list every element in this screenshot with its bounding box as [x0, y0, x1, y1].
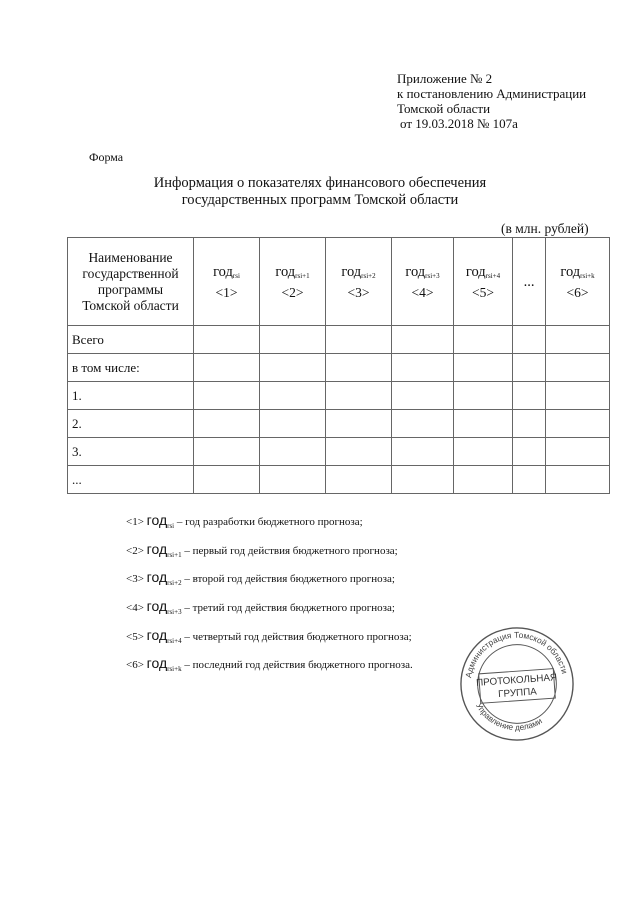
year-column-header — [392, 238, 454, 326]
footnote-year-word: год — [146, 569, 168, 586]
table-cell — [513, 382, 546, 410]
year-word: год — [341, 263, 362, 280]
table-cell — [260, 438, 326, 466]
year-label — [260, 263, 325, 285]
table-cell — [546, 438, 610, 466]
footnote-subscript: rsi+3 — [167, 608, 182, 617]
table-cell — [513, 326, 546, 354]
stamp-ring-text: Администрация Томской области — [463, 629, 570, 679]
table-cell — [546, 382, 610, 410]
header-line: государственной — [82, 265, 179, 281]
table-cell — [392, 354, 454, 382]
appendix-line-2: к постановлению Администрации — [397, 86, 587, 101]
table-row — [68, 326, 610, 354]
table-row — [68, 466, 610, 494]
finance-table — [67, 237, 610, 494]
table-cell — [326, 326, 392, 354]
year-tag: <6> — [566, 284, 589, 300]
year-tag: <3> — [347, 284, 370, 300]
table-cell — [546, 326, 610, 354]
stamp-seal — [458, 625, 576, 743]
program-name-header — [68, 238, 194, 326]
footnote-year-word: год — [146, 626, 168, 643]
footnote-subscript: rsi+4 — [167, 636, 182, 645]
table-cell — [194, 466, 260, 494]
stamp-ring-bottom: Управление делами — [474, 700, 544, 733]
appendix-block — [397, 71, 586, 131]
table-cell — [326, 410, 392, 438]
table-cell — [194, 438, 260, 466]
footnote-tag: <1> — [126, 516, 144, 528]
footnote-text: – год разработки бюджетного прогноза; — [176, 516, 363, 528]
row-label: в том числе: — [68, 354, 194, 382]
year-word: год — [213, 263, 233, 280]
footnote — [126, 624, 413, 653]
table-cell — [260, 326, 326, 354]
table-cell — [326, 438, 392, 466]
table-cell — [454, 382, 513, 410]
document-title — [0, 175, 640, 209]
units-label: (в млн. рублей) — [501, 221, 589, 236]
row-label: 2. — [68, 410, 194, 438]
year-column-header — [513, 238, 546, 326]
footnote-year-word: год — [146, 540, 168, 557]
year-word: год — [405, 263, 426, 280]
year-label — [326, 263, 391, 285]
table-cell — [454, 326, 513, 354]
year-label — [513, 273, 545, 291]
table-cell — [194, 382, 260, 410]
footnote-text: – последний год действия бюджетного прогноза. — [184, 659, 413, 672]
table-cell — [326, 466, 392, 494]
footnote-tag: <4> — [126, 602, 144, 615]
year-column-header — [546, 238, 610, 326]
svg-text:Управление делами — [474, 701, 544, 732]
year-word: год — [275, 263, 296, 280]
year-subscript: rsi+2 — [361, 271, 376, 280]
title-line-1: Информация о показателях финансового обеспечения — [153, 175, 487, 191]
footnote — [126, 652, 413, 681]
footnote-tag: <5> — [126, 630, 144, 643]
table-cell — [546, 410, 610, 438]
footnote-year-word: год — [146, 655, 168, 672]
table-row — [68, 382, 610, 410]
year-column-header — [326, 238, 392, 326]
footnote — [126, 509, 413, 538]
header-line: Наименование — [88, 249, 173, 265]
year-column-header — [260, 238, 326, 326]
appendix-line-1: Приложение № 2 — [397, 71, 493, 86]
table-body — [68, 326, 610, 494]
row-label: Всего — [68, 326, 194, 354]
year-label — [454, 263, 512, 285]
year-tag: <1> — [215, 284, 238, 300]
row-label: 3. — [68, 438, 194, 466]
year-word: год — [465, 263, 486, 280]
appendix-line-3: Томской области — [397, 101, 491, 116]
table-row — [68, 410, 610, 438]
year-subscript: rsi — [232, 271, 240, 280]
footnote-text: – первый год действия бюджетного прогноза; — [184, 544, 398, 557]
table-cell — [513, 410, 546, 438]
footnote — [126, 538, 413, 567]
appendix-line-4: от 19.03.2018 № 107а — [400, 116, 518, 131]
year-column-header — [454, 238, 513, 326]
footnote-text: – третий год действия бюджетного прогноза; — [184, 602, 395, 615]
table-cell — [513, 466, 546, 494]
stamp-center-line-2: ГРУППА — [497, 686, 538, 701]
table-cell — [454, 410, 513, 438]
table-cell — [454, 354, 513, 382]
year-subscript: rsi+1 — [295, 271, 310, 280]
table-cell — [546, 466, 610, 494]
year-tag: <2> — [281, 284, 304, 300]
table-cell — [260, 410, 326, 438]
table-cell — [194, 354, 260, 382]
footnote-tag: <6> — [126, 659, 144, 672]
table-cell — [326, 354, 392, 382]
footnote-subscript: rsi+1 — [167, 550, 182, 559]
header-line: программы — [97, 281, 164, 297]
table-cell — [392, 438, 454, 466]
year-word: ... — [523, 273, 535, 290]
table-header-row — [68, 238, 610, 326]
year-word: год — [560, 263, 581, 280]
table-cell — [326, 382, 392, 410]
footnote — [126, 595, 413, 624]
year-subscript: rsi+k — [580, 271, 595, 280]
table-cell — [260, 354, 326, 382]
table-row — [68, 438, 610, 466]
row-label: ... — [68, 466, 194, 494]
stamp-center-line-1: ПРОТОКОЛЬНАЯ — [475, 672, 558, 689]
table-cell — [546, 354, 610, 382]
year-column-header — [194, 238, 260, 326]
footnote-text: – четвертый год действия бюджетного прогноза; — [184, 630, 412, 643]
year-tag: <4> — [411, 284, 434, 300]
table-cell — [513, 354, 546, 382]
table-cell — [513, 438, 546, 466]
year-label — [194, 263, 259, 285]
footnote-text: – второй год действия бюджетного прогноза; — [184, 573, 395, 586]
footnote-tag: <3> — [126, 573, 144, 586]
table-cell — [260, 466, 326, 494]
table-cell — [392, 382, 454, 410]
table-cell — [392, 466, 454, 494]
footnote — [126, 566, 413, 595]
table-cell — [194, 410, 260, 438]
table-cell — [194, 326, 260, 354]
header-line: Томской области — [82, 297, 179, 313]
table-cell — [392, 326, 454, 354]
title-line-2: государственных программ Томской области — [181, 192, 459, 208]
table-cell — [454, 466, 513, 494]
table-cell — [454, 438, 513, 466]
year-subscript: rsi+4 — [485, 271, 501, 280]
year-tag: <5> — [472, 284, 494, 300]
table-cell — [260, 382, 326, 410]
table-row — [68, 354, 610, 382]
footnote-tag: <2> — [126, 544, 144, 557]
footnote-year-word: год — [146, 512, 168, 528]
footnotes — [126, 509, 413, 681]
footnote-subscript: rsi — [167, 522, 175, 531]
form-label: Форма — [89, 150, 124, 164]
footnote-year-word: год — [146, 598, 168, 615]
year-label — [392, 263, 453, 285]
year-label — [546, 263, 609, 285]
footnote-subscript: rsi+k — [167, 665, 182, 674]
year-subscript: rsi+3 — [425, 271, 440, 280]
table-cell — [392, 410, 454, 438]
footnote-subscript: rsi+2 — [167, 579, 182, 588]
row-label: 1. — [68, 382, 194, 410]
